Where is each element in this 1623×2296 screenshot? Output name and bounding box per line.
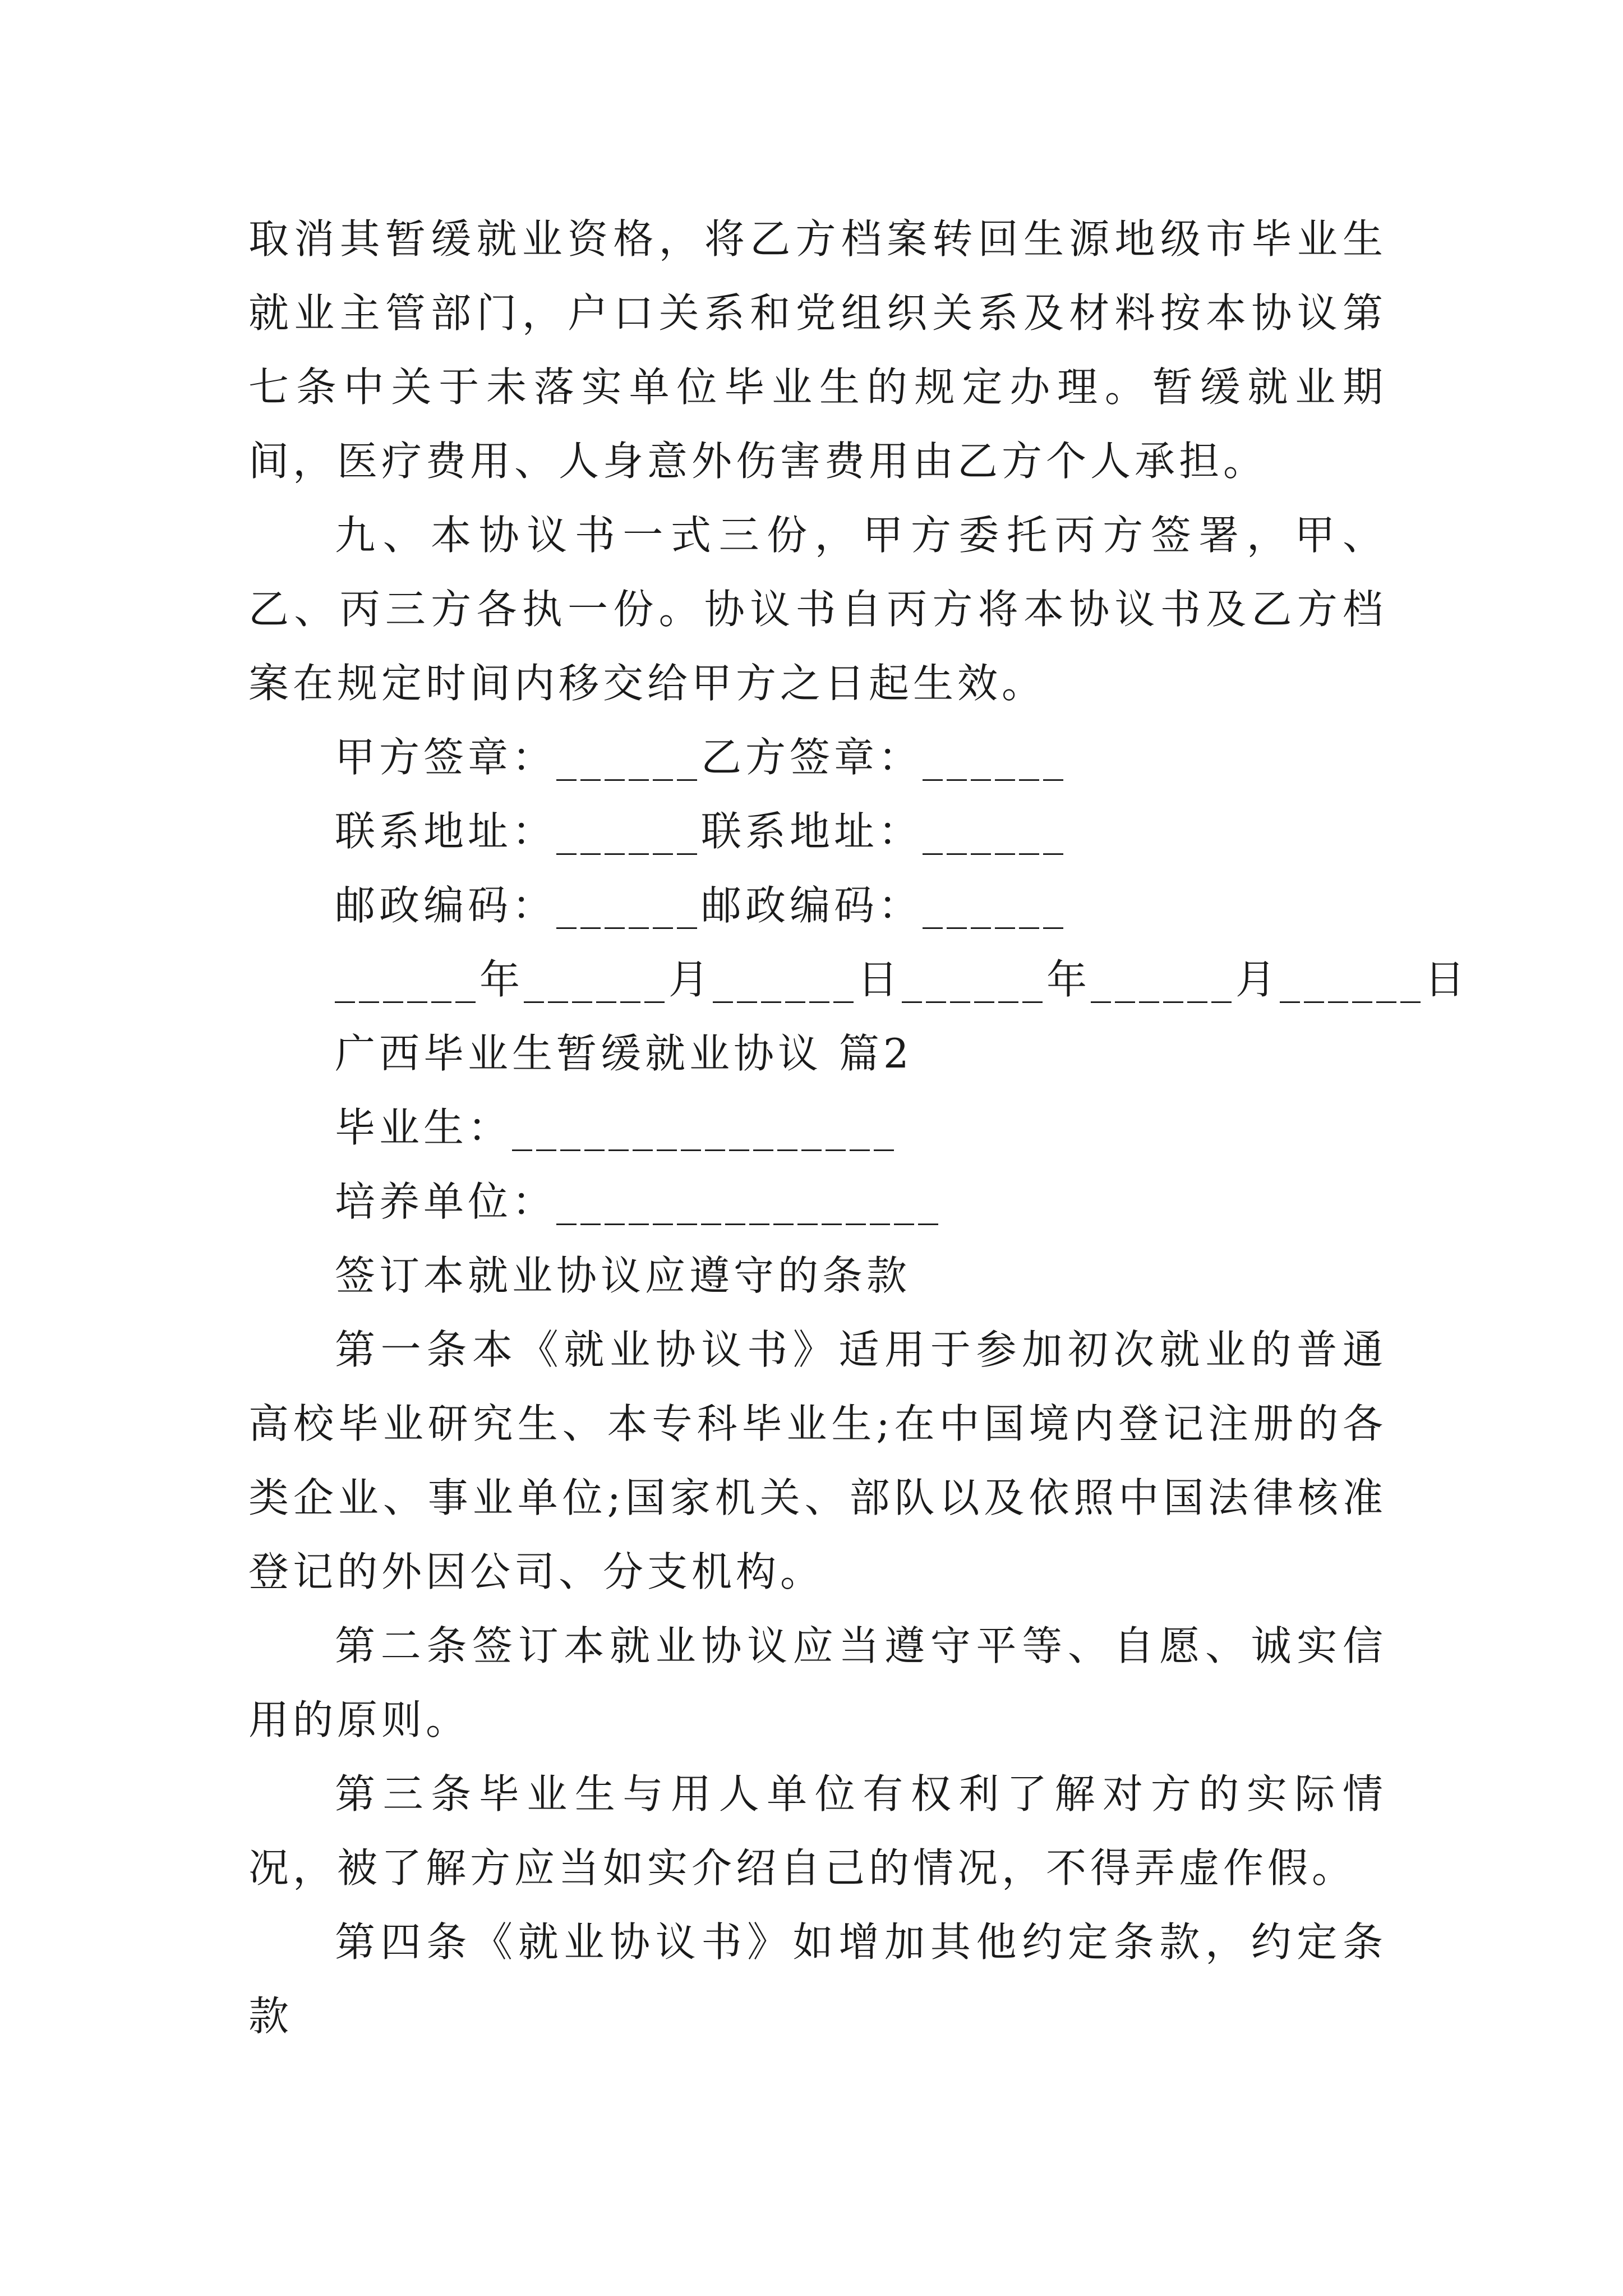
section-title: 广西毕业生暂缓就业协议 篇2 xyxy=(335,1030,913,1077)
clauses-heading: 签订本就业协议应遵守的条款 xyxy=(335,1252,911,1299)
address-line: 联系地址：______联系地址：______ xyxy=(335,808,1068,855)
paragraph-continuation: 取消其暂缓就业资格，将乙方档案转回生源地级市毕业生就业主管部门，户口关系和党组织关系及材料按本协议第七条中关于未落实单位毕业生的规定办理。暂缓就业期间，医疗费用、人身意外伤害费用由乙方个人承担。 xyxy=(248,215,1387,485)
training-unit-field: 培养单位：________________ xyxy=(335,1178,943,1225)
signature-line: 甲方签章：______乙方签章：______ xyxy=(335,734,1068,781)
postcode-line: 邮政编码：______邮政编码：______ xyxy=(335,882,1068,929)
article-one: 第一条本《就业协议书》适用于参加初次就业的普通高校毕业研究生、本专科毕业生;在中国境内登记注册的各类企业、事业单位;国家机关、部队以及依照中国法律核准登记的外因公司、分支机构。 xyxy=(248,1326,1387,1595)
date-line: ______年______月______日______年______月______日 xyxy=(335,956,1469,1003)
article-three: 第三条毕业生与用人单位有权利了解对方的实际情况，被了解方应当如实介绍自己的情况，不得弄虚作假。 xyxy=(248,1770,1387,1892)
article-two: 第二条签订本就业协议应当遵守平等、自愿、诚实信用的原则。 xyxy=(248,1622,1387,1743)
graduate-field: 毕业生：________________ xyxy=(335,1104,898,1151)
article-four: 第四条《就业协议书》如增加其他约定条款，约定条款 xyxy=(248,1918,1387,2040)
document-body xyxy=(248,202,1469,2053)
paragraph-clause-nine: 九、本协议书一式三份，甲方委托丙方签署，甲、乙、丙三方各执一份。协议书自丙方将本协议书及乙方档案在规定时间内移交给甲方之日起生效。 xyxy=(248,512,1387,707)
